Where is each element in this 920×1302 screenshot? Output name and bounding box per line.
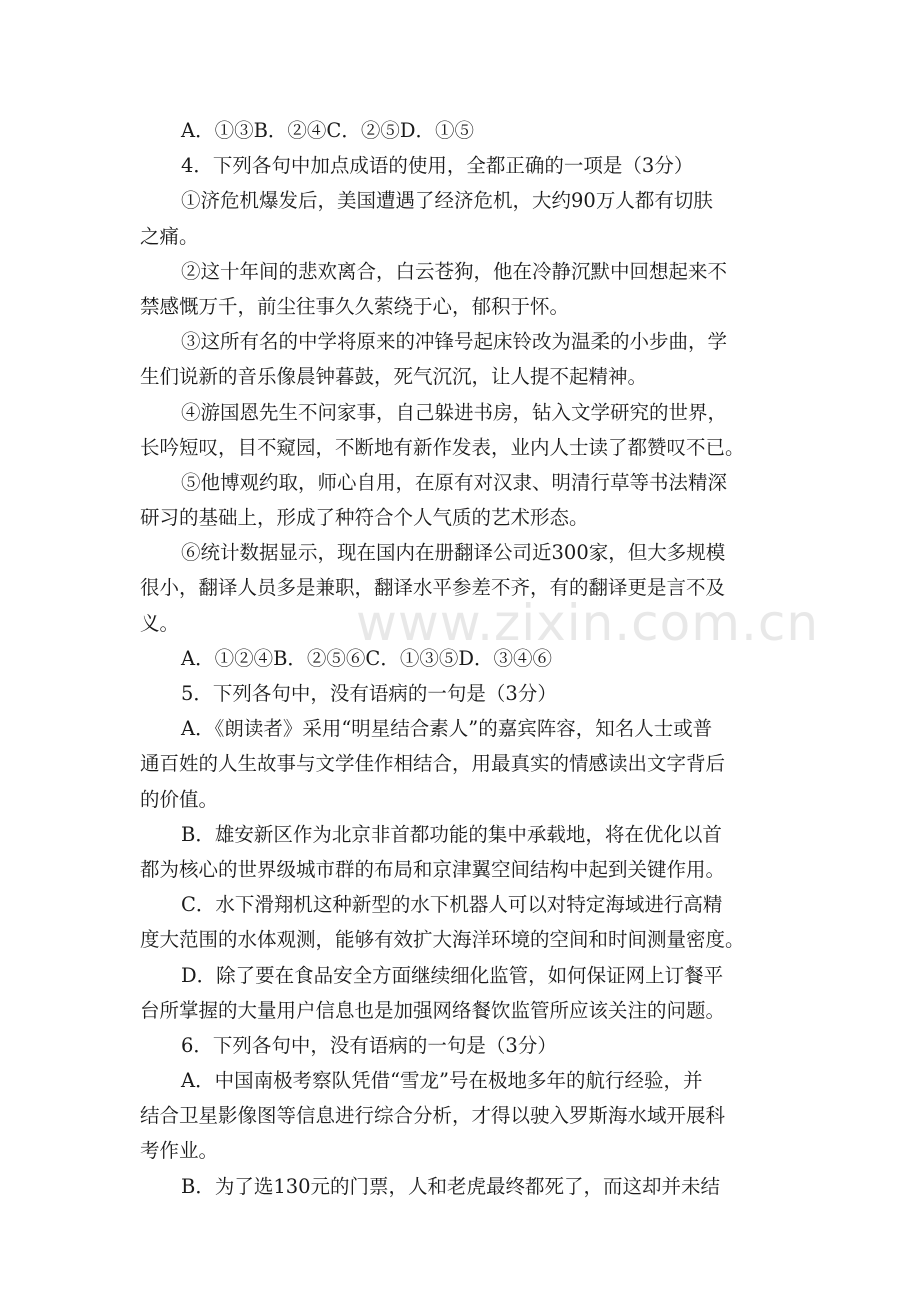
text-line: 长吟短叹，目不窥园，不断地有新作发表，业内人士读了都赞叹不已。 [140, 435, 745, 459]
text-line: 禁感慨万千，前尘往事久久萦绕于心，郁积于怀。 [140, 294, 570, 318]
text-line: 结合卫星影像图等信息进行综合分析，才得以驶入罗斯海水域开展科 [140, 1104, 726, 1128]
text-line: ⑤他博观约取，师心自用，在原有对汉隶、明清行草等书法精深 [181, 470, 728, 494]
text-line: A．中国南极考察队凭借“雪龙”号在极地多年的航行经验，并 [181, 1069, 703, 1093]
text-line: A．①③B．②④C．②⑤D．①⑤ [181, 119, 474, 142]
text-line: 考作业。 [140, 1139, 219, 1163]
text-line: A．①②④B．②⑤⑥C．①③⑤D．③④⑥ [181, 646, 552, 670]
text-line: 都为核心的世界级城市群的布局和京津翼空间结构中起到关键作用。 [140, 857, 726, 881]
text-line: 4．下列各句中加点成语的使用，全都正确的一项是（3分） [181, 154, 694, 178]
text-line: ③这所有名的中学将原来的冲锋号起床铃改为温柔的小步曲，学 [181, 330, 728, 354]
text-line: 义。 [140, 611, 180, 635]
text-line: 之痛。 [140, 224, 199, 248]
text-line: C．水下滑翔机这种新型的水下机器人可以对特定海域进行高精 [181, 893, 723, 917]
text-line: ④游国恩先生不问家事，自己躲进书房，钻入文学研究的世界， [181, 400, 728, 424]
text-line: 度大范围的水体观测，能够有效扩大海洋环境的空间和时间测量密度。 [140, 928, 745, 952]
text-line: B．为了选130元的门票，人和老虎最终都死了，而这却并未结 [181, 1174, 721, 1198]
text-line: D．除了要在食品安全方面继续细化监管，如何保证网上订餐平 [181, 963, 724, 987]
text-line: 通百姓的人生故事与文学佳作相结合，用最真实的情感读出文字背后 [140, 752, 726, 776]
text-line: 6．下列各句中，没有语病的一句是（3分） [181, 1033, 557, 1057]
text-line: 很小，翻译人员多是兼职，翻译水平参差不齐，有的翻译更是言不及 [140, 576, 726, 600]
text-line: 5．下列各句中，没有语病的一句是（3分） [181, 682, 557, 705]
text-line: ①济危机爆发后，美国遭遇了经济危机，大约90万人都有切肤 [181, 189, 713, 213]
text-line: 的价值。 [140, 787, 219, 811]
watermark: www.zixin.com.cn [356, 594, 820, 652]
text-line: 研习的基础上，形成了种符合个人气质的艺术形态。 [140, 506, 589, 530]
text-line: A．《朗读者》采用“明星结合素人”的嘉宾阵容，知名人士或普 [181, 717, 713, 741]
text-line: 台所掌握的大量用户信息也是加强网络餐饮监管所应该关注的问题。 [140, 998, 726, 1022]
text-line: ②这十年间的悲欢离合，白云苍狗，他在冷静沉默中回想起来不 [181, 259, 728, 283]
document-body [140, 113, 800, 1204]
text-line: 生们说新的音乐像晨钟暮鼓，死气沉沉，让人提不起精神。 [140, 365, 648, 389]
text-line: ⑥统计数据显示，现在国内在册翻译公司近300家，但大多规模 [181, 541, 726, 565]
text-line: B．雄安新区作为北京非首都功能的集中承载地，将在优化以首 [181, 822, 722, 846]
